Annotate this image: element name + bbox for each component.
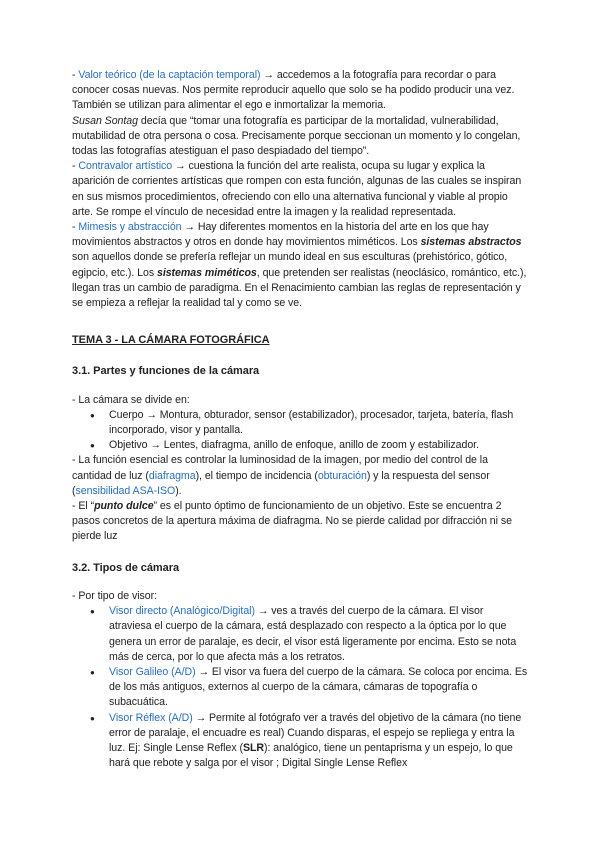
paragraph-camara-intro: - La cámara se divide en: [72, 393, 190, 406]
paragraph-text: ), el tiempo de incidencia ( [195, 469, 318, 482]
paragraph-mimesis: - Mimesis y abstracción → Hay diferentes momentos en la historia del arte en los que hay movimientos abstractos y otros en donde hay movimientos miméticos. Los sistemas abstractos son aquellos donde se prefería reflejar un mundo ideal en sus esculturas (prehistórico, gótico, egipcio, etc.). Los sistemas miméticos, que pretenden ser realistas (neoclásico, romántico, etc.), llegan tras un cambio de paradigma. En el Renacimiento cambian las reglas de representación y se empieza a reflejar la realidad tal y como se ve. [72, 221, 527, 310]
list-item [109, 665, 528, 711]
paragraph-text: ): analógico, tiene un pentaprisma y un espejo, lo que hará que rebote y salga por el visor ; Digital Single Lense Reflex [109, 741, 513, 770]
link-diafragma[interactable]: diafragma [148, 469, 196, 482]
link-contravalor[interactable]: Contravalor artístico [78, 160, 173, 173]
document-body [72, 68, 528, 771]
author-name: Susan Sontag [72, 114, 138, 127]
link-visor-galileo[interactable]: Visor Galileo (A/D) [109, 665, 196, 678]
emphasis-term: punto dulce [94, 500, 154, 513]
paragraph-text: - La función esencial es controlar la luminosidad de la imagen, por medio del control de la cantidad de luz ( [72, 454, 488, 482]
emphasis-term: SLR [242, 741, 264, 754]
paragraph-valor-teorico: - Valor teórico (de la captación temporal) → accedemos a la fotografía para recordar o para conocer cosas nuevas. Nos permite reproducir aquello que solo se ha podido producir una vez. También se utilizan para alimentar el ego e inmortalizar la memoria. [72, 69, 515, 112]
paragraph-text: → ves a través del cuerpo de la cámara. El visor atraviesa el cuerpo de la cámara, está desplazado con respecto a la óptica por lo que genera un error de paralaje, es decir, el visor está ligeramente por encima. Esto se nota más de cerca, por lo que afecta más a los retratos. [109, 605, 517, 663]
paragraph-text: → Permite al fotógrafo ver a través del objetivo de la cámara (no tiene error de paralaje, el encuadre es real) Cuando disparas, el espejo se repliega y entra la luz. Ej: Single Lense Reflex ( [109, 711, 522, 754]
emphasis-term: sistemas miméticos [156, 266, 257, 279]
list-item [109, 711, 528, 772]
paragraph-text: decía que “tomar una fotografía es participar de la mortalidad, vulnerabilidad, mutabilidad de otra persona o cosa. Precisamente porque seccionan un momento y lo congelan, todas las fotografías atestiguan el paso despiadado del tiempo”. [72, 114, 521, 158]
section-heading-3-1: 3.1. Partes y funciones de la cámara [72, 365, 260, 378]
paragraph-text: → El visor va fuera del cuerpo de la cámara. Se coloca por encima. Es de los más antiguos, externos al cuerpo de la cámara, cámaras de topografía o subacuática. [109, 665, 528, 709]
paragraph-text: ) y la respuesta del sensor ( [72, 469, 490, 497]
section-heading-3-2: 3.2. Tipos de cámara [72, 561, 180, 574]
list-item: ● Objetivo → Lentes, diafragma, anillo de enfoque, anillo de zoom y estabilizador. [109, 438, 528, 453]
paragraph-funcion [72, 453, 528, 499]
paragraph-text: ” es el punto óptimo de funcionamiento de un objetivo. Este se encuentra 2 pasos concretos de la apertura máxima de diafragma. No se pierde calidad por difracción ni se pierde luz [72, 500, 512, 543]
list-item: ● Cuerpo → Montura, obturador, sensor (estabilizador), procesador, tarjeta, batería, flash incorporado, visor y pantalla. [109, 408, 528, 438]
paragraph-contravalor: - Contravalor artístico → cuestiona la función del arte realista, ocupa su lugar y explica la aparición de corrientes artísticas que rompen con esta función, algunas de las cuales se inspiran en sus mismos procedimientos, ofreciendo con ello una alternativa funcional y viable al propio arte. Se rompe el vínculo de necesidad entre la imagen y la realidad representada. [72, 160, 522, 218]
link-valor-teorico[interactable]: Valor teórico (de la captación temporal) [78, 69, 261, 81]
list-item [109, 604, 528, 665]
tema-heading: TEMA 3 - LA CÁMARA FOTOGRÁFICA [72, 334, 270, 347]
paragraph-visor-intro: - Por tipo de visor: [72, 589, 157, 602]
paragraph-text: → accedemos a la fotografía para recordar o para conocer cosas nuevas. Nos permite reproducir aquello que solo se ha podido producir una vez. También se utilizan para alimentar el ego e inmortalizar la memoria. [72, 69, 515, 112]
viewfinder-types-list [72, 604, 528, 771]
emphasis-term: sistemas abstractos [420, 236, 522, 249]
link-mimesis[interactable]: Mimesis y abstracción [78, 221, 182, 234]
link-obturacion[interactable]: obturación [317, 469, 367, 482]
paragraph-text: → Hay diferentes momentos en la historia del arte en los que hay movimientos abstractos y otros en donde hay movimientos miméticos. Los [72, 221, 489, 249]
paragraph-text: - El “ [72, 500, 95, 513]
paragraph-text: , que pretenden ser realistas (neoclásico, romántico, etc.), llegan tras un cambio de paradigma. En el Renacimiento cambian las reglas de representación y se empieza a reflejar la realidad tal y como se ve. [72, 266, 527, 310]
link-visor-directo[interactable]: Visor directo (Analógico/Digital) [109, 605, 255, 618]
link-sensibilidad[interactable]: sensibilidad ASA-ISO [75, 484, 176, 497]
camera-parts-list [72, 408, 528, 454]
paragraph-text: → cuestiona la función del arte realista, ocupa su lugar y explica la aparición de corrientes artísticas que rompen con esta función, algunas de las cuales se inspiran en sus mismos procedimientos, ofreciendo con ello una alternativa funcional y viable al propio arte. Se rompe el vínculo de necesidad entre la imagen y la realidad representada. [72, 160, 522, 218]
paragraph-sontag [72, 114, 528, 160]
paragraph-text: son aquellos donde se prefería reflejar un mundo ideal en sus esculturas (prehistórico, gótico, egipcio, etc.). Los [72, 251, 508, 279]
link-visor-reflex[interactable]: Visor Réflex (A/D) [109, 711, 193, 724]
paragraph-punto-dulce [72, 499, 528, 545]
paragraph-text: ). [175, 484, 182, 497]
